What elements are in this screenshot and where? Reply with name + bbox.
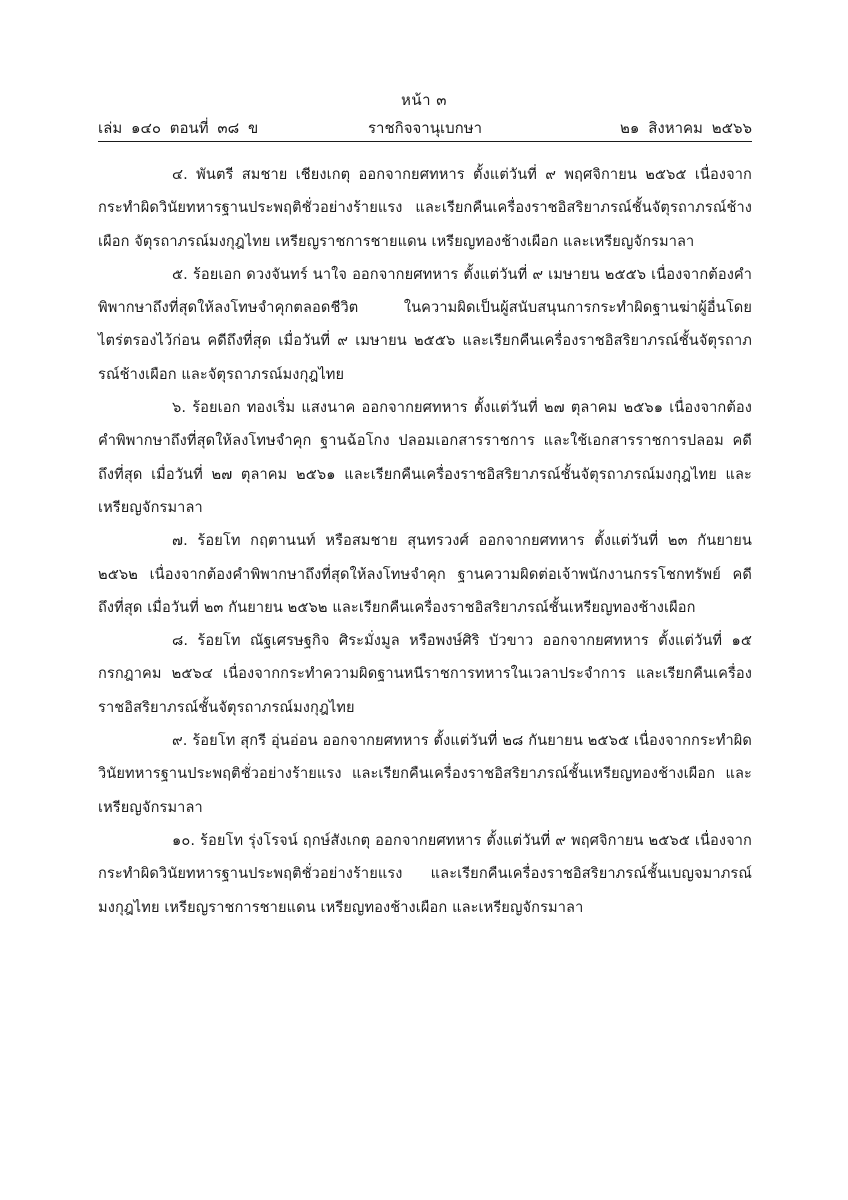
paragraph-item-8: ๘. ร้อยโท ณัฐเศรษฐกิจ ศิระมั่งมูล หรือพงษ์ศิริ บัวขาว ออกจากยศทหาร ตั้งแต่วันที่ ๑๕ กรกฎาคม ๒๕๖๔ เนื่องจากกระทำความผิดฐานหนีราชการทหารในเวลาประจำการ และเรียกคืนเครื่องราชอิสริยาภรณ์ชั้นจัตุรถาภรณ์มงกุฎไทย <box>98 632 752 716</box>
header-divider <box>98 141 752 142</box>
document-body <box>98 158 752 924</box>
paragraph-item-5: ๕. ร้อยเอก ดวงจันทร์ นาใจ ออกจากยศทหาร ตั้งแต่วันที่ ๙ เมษายน ๒๕๕๖ เนื่องจากต้องคำพิพากษาถึงที่สุดให้ลงโทษจำคุกตลอดชีวิต ในความผิดเป็นผู้สนับสนุนการกระทำผิดฐานฆ่าผู้อื่นโดยไตร่ตรองไว้ก่อน คดีถึงที่สุด เมื่อวันที่ ๙ เมษายน ๒๕๕๖ และเรียกคืนเครื่องราชอิสริยาภรณ์ชั้นจัตุรถาภรณ์ช้างเผือก และจัตุรถาภรณ์มงกุฎไทย <box>98 265 752 383</box>
paragraph-item-6: ๖. ร้อยเอก ทองเริ่ม แสงนาค ออกจากยศทหาร ตั้งแต่วันที่ ๒๗ ตุลาคม ๒๕๖๑ เนื่องจากต้องคำพิพากษาถึงที่สุดให้ลงโทษจำคุก ฐานฉ้อโกง ปลอมเอกสารราชการ และใช้เอกสารราชการปลอม คดีถึงที่สุด เมื่อวันที่ ๒๗ ตุลาคม ๒๕๖๑ และเรียกคืนเครื่องราชอิสริยาภรณ์ชั้นจัตุรถาภรณ์มงกุฎไทย และเหรียญจักรมาลา <box>98 399 752 516</box>
gazette-title: ราชกิจจานุเบกษา <box>367 119 483 137</box>
paragraph-item-4: ๔. พันตรี สมชาย เชียงเกตุ ออกจากยศทหาร ตั้งแต่วันที่ ๙ พฤศจิกายน ๒๕๖๕ เนื่องจากกระทำผิดวินัยทหารฐานประพฤติชั่วอย่างร้ายแรง และเรียกคืนเครื่องราชอิสริยาภรณ์ชั้นจัตุรถาภรณ์ช้างเผือก จัตุรถาภรณ์มงกุฎไทย เหรียญราชการชายแดน เหรียญทองช้างเผือก และเหรียญจักรมาลา <box>98 166 752 250</box>
paragraph-item-9: ๙. ร้อยโท สุกรี อุ่นอ่อน ออกจากยศทหาร ตั้งแต่วันที่ ๒๘ กันยายน ๒๕๖๕ เนื่องจากกระทำผิดวินัยทหารฐานประพฤติชั่วอย่างร้ายแรง และเรียกคืนเครื่องราชอิสริยาภรณ์ชั้นเหรียญทองช้างเผือก และเหรียญจักรมาลา <box>98 732 752 816</box>
paragraph-item-10: ๑๐. ร้อยโท รุ่งโรจน์ ฤกษ์สังเกตุ ออกจากยศทหาร ตั้งแต่วันที่ ๙ พฤศจิกายน ๒๕๖๕ เนื่องจากกระทำผิดวินัยทหารฐานประพฤติชั่วอย่างร้ายแรง และเรียกคืนเครื่องราชอิสริยาภรณ์ชั้นเบญจมาภรณ์มงกุฎไทย เหรียญราชการชายแดน เหรียญทองช้างเผือก และเหรียญจักรมาลา <box>98 831 752 916</box>
paragraph-item-7: ๗. ร้อยโท กฤตานนท์ หรือสมชาย สุนทรวงศ์ ออกจากยศทหาร ตั้งแต่วันที่ ๒๓ กันยายน ๒๕๖๒ เนื่องจากต้องคำพิพากษาถึงที่สุดให้ลงโทษจำคุก ฐานความผิดต่อเจ้าพนักงานกรรโชกทรัพย์ คดีถึงที่สุด เมื่อวันที่ ๒๓ กันยายน ๒๕๖๒ และเรียกคืนเครื่องราชอิสริยาภรณ์ชั้นเหรียญทองช้างเผือก <box>98 532 752 616</box>
volume-issue: เล่ม ๑๔๐ ตอนที่ ๓๘ ข <box>98 119 259 137</box>
publication-date: ๒๑ สิงหาคม ๒๕๖๖ <box>620 119 752 137</box>
gazette-header <box>98 116 752 138</box>
page-number: หน้า ๓ <box>400 91 448 109</box>
